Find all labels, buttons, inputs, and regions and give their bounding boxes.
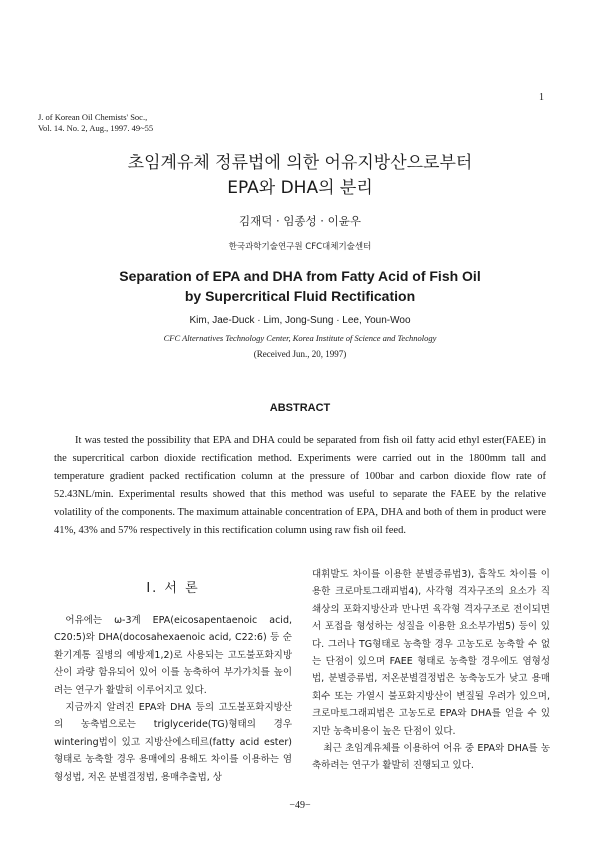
- page-footer-number: −49−: [289, 800, 311, 811]
- english-authors: Kim, Jae-Duck · Lim, Jong-Sung · Lee, Youn-Woo: [189, 315, 411, 326]
- korean-affiliation: 한국과학기술연구원 CFC대체기술센터: [228, 242, 372, 252]
- body-paragraph: 지금까지 알려진 EPA와 DHA 등의 고도불포화지방산의 농축법으로는 triglyceride(TG)형태의 경우 wintering법이 있고 지방산에스테르(fatty acid ester) 형태로 농축할 경우 용매에의 용해도 차이를 이용하는 염형성법, 저온 분별결정법, 용매추출법, 상: [54, 702, 292, 783]
- page-number: 1: [539, 92, 544, 103]
- section-heading: I. 서 론: [146, 581, 200, 596]
- korean-title-line-1: 초임계유체 정류법에 의한 어유지방산으로부터: [127, 153, 473, 173]
- english-title: [0, 266, 600, 306]
- journal-line-1: J. of Korean Oil Chemists' Soc.,: [38, 112, 148, 122]
- body-paragraph: 어유에는 ω-3계 EPA(eicosapentaenoic acid, C20:5)와 DHA(docosahexaenoic acid, C22:6) 등 순환기계통 질병의 예방제1,2)로 사용되는 고도불포화지방산이 과량 함유되어 있어 이를 농축하여 부가가치를 높이려는 연구가 활발히 이루어지고 있다.: [54, 615, 292, 696]
- abstract-body: [54, 432, 546, 540]
- body-column-left: [54, 574, 292, 786]
- korean-title: [0, 151, 600, 201]
- english-title-line-2: by Supercritical Fluid Rectification: [184, 288, 416, 304]
- english-title-line-1: Separation of EPA and DHA from Fatty Acid of Fish Oil: [119, 268, 481, 284]
- korean-title-line-2: EPA와 DHA의 분리: [227, 178, 373, 198]
- received-date: (Received Jun., 20, 1997): [253, 349, 347, 359]
- korean-authors: 김재덕 · 임종성 · 이윤우: [239, 214, 361, 228]
- body-paragraph: 대휘발도 차이를 이용한 분별증류법3), 흡착도 차이를 이용한 크로마토그래피법4), 사각형 격자구조의 요소가 직쇄상의 포화지방산과 만나면 육각형 격자구조로 전이되면서 포접을 형성하는 성질을 이용한 요소부가법5) 등이 있다. 그러나 TG형태로 농축할 경우 고농도로 농축할 수 없는 단점이 있으며 FAEE 형태로 농축할 경우에도 염형성법, 분별증류법, 저온분별결정법은 농축농도가 낮고 용매회수 또는 가열시 불포화지방산이 변질될 우려가 있으며, 크로마토그래피법은 고농도로 EPA와 DHA를 얻을 수 있지만 농축비용이 높은 단점이 있다.: [312, 569, 550, 737]
- journal-citation: [38, 112, 153, 134]
- body-paragraph: 최근 초임계유체를 이용하여 어유 중 EPA와 DHA를 농축하려는 연구가 활발히 진행되고 있다.: [312, 743, 550, 772]
- abstract-text: It was tested the possibility that EPA and DHA could be separated from fish oil fatty acid ethyl ester(FAEE) in the supercritical carbon dioxide rectification method. Experiments were carried out in the 1800mm tall and temperature gradient packed rectification column at the pressure of 100bar and carbon dioxide flow rate of 52.43NL/min. Experimental results showed that this method was useful to separate the FAEE by the relative volatility of the components. The maximum attainable concentration of EPA, DHA and both of them in product were 41%, 43% and 57% respectively in this rectification column using raw fish oil feed.: [54, 435, 546, 536]
- abstract-heading: ABSTRACT: [269, 402, 331, 414]
- journal-line-2: Vol. 14. No. 2, Aug., 1997. 49~55: [38, 123, 154, 133]
- english-affiliation: CFC Alternatives Technology Center, Korea Institute of Science and Technology: [163, 333, 437, 343]
- body-column-right: [312, 566, 550, 775]
